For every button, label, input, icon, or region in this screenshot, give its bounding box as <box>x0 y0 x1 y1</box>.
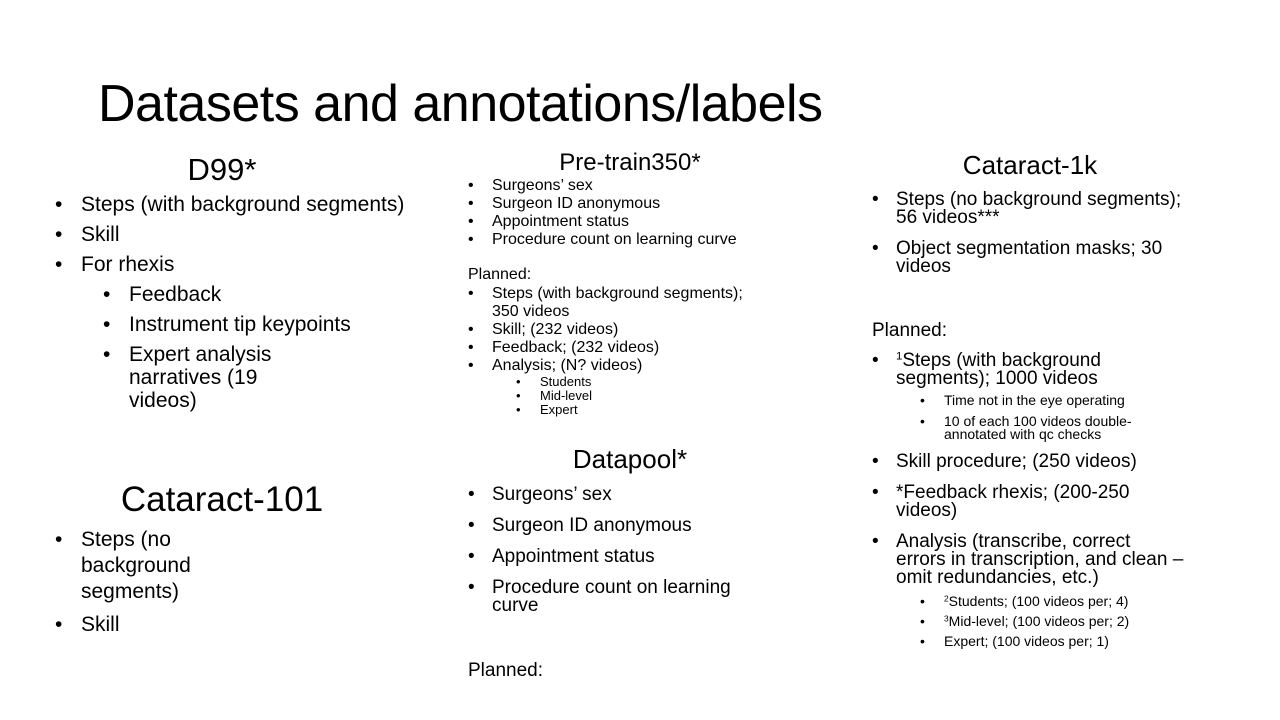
datapool-list <box>468 486 788 628</box>
list-item: • Object segmentation masks; 30 videos <box>872 240 1262 276</box>
cataract1k-heading: Cataract-1k <box>962 150 1098 180</box>
page-title: Datasets and annotations/labels <box>98 75 823 133</box>
list-item: • Appointment status <box>468 213 798 231</box>
cataract1k-planned-label: Planned: <box>872 320 948 341</box>
list-item: • Procedure count on learning curve <box>468 579 788 615</box>
list-item: • Feedback <box>103 283 385 306</box>
datapool-planned-label: Planned: <box>468 660 544 681</box>
list-item: • $^1$Steps (with background segments); 1000 videos <box>872 352 1272 388</box>
pretrain-planned-list <box>468 285 798 417</box>
list-item: • Expert; (100 videos per; 1) <box>920 635 1272 648</box>
datapool-heading: Datapool* <box>572 444 688 474</box>
d99-list <box>55 193 405 419</box>
cataract1k-list <box>872 191 1262 289</box>
list-item: • Appointment status <box>468 548 788 566</box>
list-item: • Surgeon ID anonymous <box>468 517 788 535</box>
list-item: • Surgeons’ sex <box>468 486 788 504</box>
cataract101-list <box>55 527 345 645</box>
list-item: • Students <box>516 375 798 389</box>
list-item: • $^3$Mid-level; (100 videos per; 2) <box>920 615 1272 628</box>
list-item: • Analysis (transcribe, correct errors in transcription, and clean – omit redundancies, etc.) <box>872 533 1272 587</box>
d99-heading: D99* <box>187 152 257 187</box>
footnote-marker: 2 <box>944 593 949 604</box>
list-item: • Analysis; (N? videos) <box>468 357 798 375</box>
list-item: • For rhexis <box>55 253 385 276</box>
cataract1k-planned-list <box>872 352 1272 655</box>
pretrain-planned-label: Planned: <box>468 266 532 283</box>
footnote-marker: 1 <box>896 350 903 363</box>
pretrain-heading: Pre-train350* <box>559 149 701 176</box>
list-item: • 10 of each 100 videos double- annotated with qc checks <box>920 415 1272 441</box>
list-item: • Instrument tip keypoints <box>103 313 385 336</box>
footnote-marker: 3 <box>944 613 949 624</box>
list-item: • Steps (with background segments); 350 videos <box>468 285 798 321</box>
list-item: • Mid-level <box>516 389 798 403</box>
cataract101-heading: Cataract-101 <box>120 480 324 519</box>
list-item: • Steps (no background segments); 56 videos*** <box>872 191 1262 227</box>
list-item: • $^2$Students; (100 videos per; 4) <box>920 595 1272 608</box>
list-item: • Time not in the eye operating <box>920 394 1272 407</box>
list-item: • Expert analysis narratives (19 videos) <box>103 343 329 412</box>
list-item: • Steps (no background segments) <box>55 527 281 605</box>
list-item: • Skill <box>55 612 345 638</box>
list-item: • Surgeon ID anonymous <box>468 195 798 213</box>
list-item: • Skill procedure; (250 videos) <box>872 453 1272 471</box>
list-item: • Feedback; (232 videos) <box>468 339 798 357</box>
list-item: • Skill <box>55 223 385 246</box>
list-item: • Steps (with background segments) <box>55 193 385 216</box>
list-item: • Expert <box>516 403 798 417</box>
list-item: • Procedure count on learning curve <box>468 231 798 249</box>
list-item: • Surgeons’ sex <box>468 177 798 195</box>
list-item: • Skill; (232 videos) <box>468 321 798 339</box>
pretrain-list <box>468 177 798 249</box>
list-item: • *Feedback rhexis; (200-250 videos) <box>872 484 1272 520</box>
